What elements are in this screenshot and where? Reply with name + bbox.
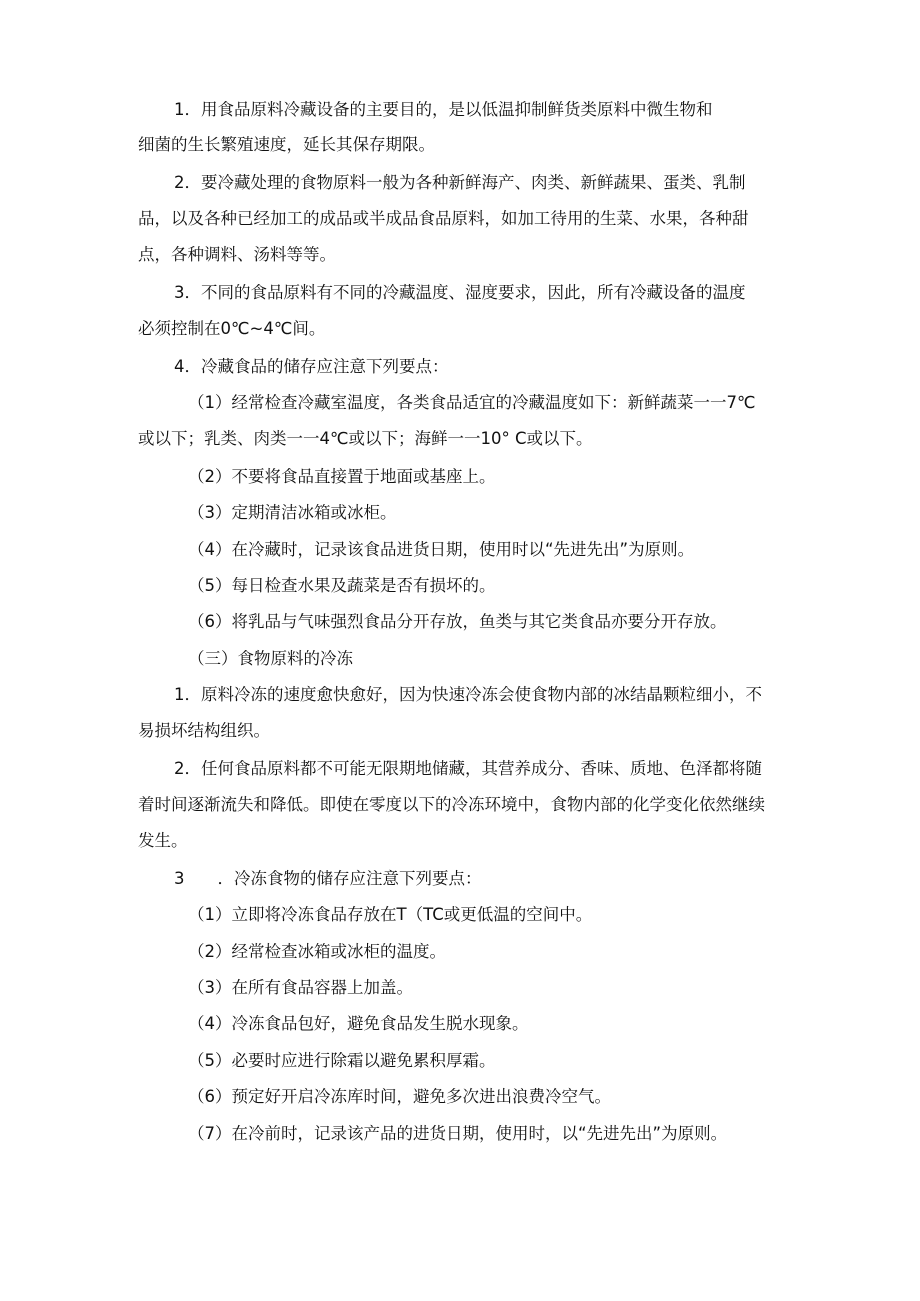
text-line: 1．原料冷冻的速度愈快愈好，因为快速冷冻会使食物内部的冰结晶颗粒细小，不	[174, 685, 762, 704]
document-page	[138, 0, 786, 1301]
text-line: 必须控制在0℃~4℃间。	[138, 319, 326, 338]
text-line: （3）定期清洁冰箱或冰柜。	[188, 503, 397, 522]
text-line: （1）立即将冷冻食品存放在T（TC或更低温的空间中。	[188, 905, 593, 924]
text-line: 2．要冷藏处理的食物原料一般为各种新鲜海产、肉类、新鲜蔬果、蛋类、乳制	[174, 173, 746, 192]
text-line: 3 ．冷冻食物的储存应注意下列要点：	[174, 869, 482, 888]
text-line: （6）将乳品与气味强烈食品分开存放，鱼类与其它类食品亦要分开存放。	[188, 612, 727, 631]
text-line: （2）经常检查冰箱或冰柜的温度。	[188, 942, 446, 961]
text-line: 1．用食品原料冷藏设备的主要目的，是以低温抑制鲜货类原料中微生物和	[174, 100, 713, 119]
text-line: （6）预定好开启冷冻库时间，避免多次进出浪费冷空气。	[188, 1087, 611, 1106]
text-line: （7）在冷前时，记录该产品的进货日期，使用时，以“先进先出”为原则。	[188, 1124, 728, 1143]
text-line: 发生。	[138, 831, 188, 850]
text-line: （4）在冷藏时，记录该食品进货日期，使用时以“先进先出”为原则。	[188, 540, 695, 559]
text-line: 2．任何食品原料都不可能无限期地储藏，其营养成分、香味、质地、色泽都将随	[174, 759, 762, 778]
text-line: 点，各种调料、汤料等等。	[138, 245, 336, 264]
text-line: （3）在所有食品容器上加盖。	[188, 978, 413, 997]
text-line: （2）不要将食品直接置于地面或基座上。	[188, 467, 496, 486]
section-heading: （三）食物原料的冷冻	[188, 649, 353, 668]
text-line: （5）每日检查水果及蔬菜是否有损坏的。	[188, 576, 496, 595]
text-line: 细菌的生长繁殖速度，延长其保存期限。	[138, 135, 435, 154]
text-line: （1）经常检查冷藏室温度，各类食品适宜的冷藏温度如下：新鲜蔬菜一一7℃	[188, 393, 756, 412]
text-line: 品，以及各种已经加工的成品或半成品食品原料，如加工待用的生菜、水果，各种甜	[138, 209, 749, 228]
text-line: 3．不同的食品原料有不同的冷藏温度、湿度要求，因此，所有冷藏设备的温度	[174, 283, 746, 302]
text-line: 易损坏结构组织。	[138, 721, 270, 740]
text-line: 或以下；乳类、肉类一一4℃或以下；海鲜一一10° C或以下。	[138, 429, 593, 448]
text-line: （5）必要时应进行除霜以避免累积厚霜。	[188, 1051, 496, 1070]
text-line: （4）冷冻食品包好，避免食品发生脱水现象。	[188, 1014, 529, 1033]
text-line: 着时间逐渐流失和降低。即使在零度以下的冷冻环境中，食物内部的化学变化依然继续	[138, 795, 765, 814]
text-line: 4．冷藏食品的储存应注意下列要点：	[174, 357, 449, 376]
